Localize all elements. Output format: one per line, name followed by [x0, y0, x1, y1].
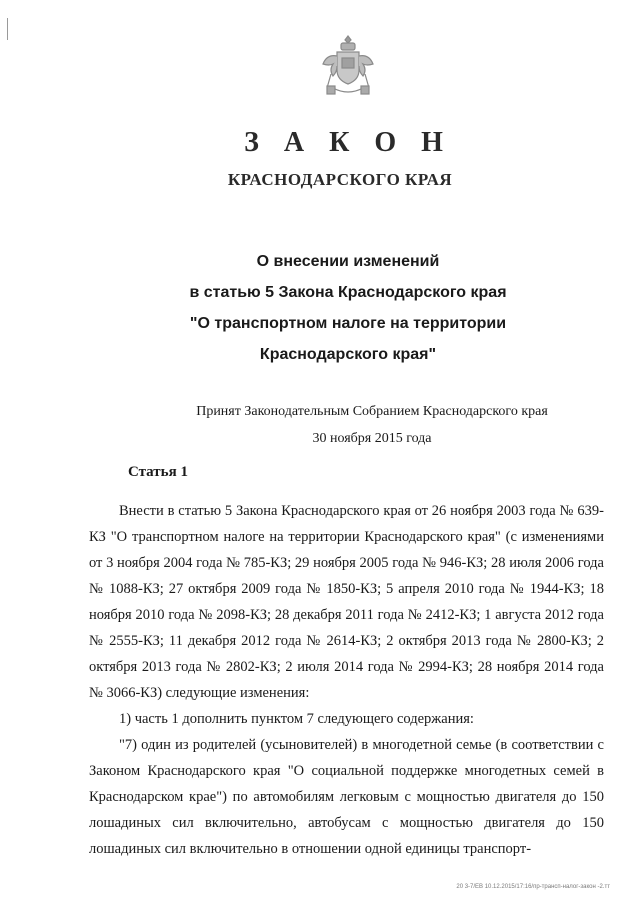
law-title-line: О внесении изменений — [256, 253, 440, 270]
law-title-line: "О транспортном налоге на территории — [189, 315, 507, 332]
coat-of-arms-icon — [319, 30, 377, 100]
adoption-block — [0, 398, 640, 452]
law-title — [0, 246, 640, 370]
scan-margin-line — [7, 18, 8, 40]
adopted-by-text: Принят Законодательным Собранием Краснодарского края — [196, 404, 548, 419]
article-body — [89, 498, 604, 862]
article-paragraph: "7) один из родителей (усыновителей) в многодетной семье (в соответствии с Законом Краснодарского края "О социальной поддержке многодетных семей в Краснодарском крае") по автомобилям легковым с мощностью двигателя до 150 лошадиных сил включительно, автобусам с мощностью двигателя до 150 лошадиных сил включительно в отношении одной единицы транспорт- — [89, 737, 604, 857]
issuing-region-subtitle: КРАСНОДАРСКОГО КРАЯ — [227, 170, 453, 189]
article-paragraph: 1) часть 1 дополнить пунктом 7 следующего содержания: — [119, 711, 474, 727]
file-footer-stamp: 20 3-7/ЕВ 10.12.2015/17:16/пр-трансп-налог-закон -2.тт — [456, 884, 610, 890]
law-title-line: Краснодарского края" — [259, 346, 437, 363]
document-type-title: З А К О Н — [244, 127, 452, 158]
adoption-date: 30 ноября 2015 года — [312, 431, 432, 446]
article-paragraph: Внести в статью 5 Закона Краснодарского края от 26 ноября 2003 года № 639-КЗ "О транспортном налоге на территории Краснодарского края" (с изменениями от 3 ноября 2004 года № 785-КЗ; 29 ноября 2005 года № 946-КЗ; 28 июля 2006 года № 1088-КЗ; 27 октября 2009 года № 1850-КЗ; 5 апреля 2010 года № 1944-КЗ; 18 ноября 2010 года № 2098-КЗ; 28 декабря 2011 года № 2412-КЗ; 1 августа 2012 года № 2555-КЗ; 11 декабря 2012 года № 2614-КЗ; 2 октября 2013 года № 2800-КЗ; 2 октября 2013 года № 2802-КЗ; 2 июля 2014 года № 2994-КЗ; 28 ноября 2014 года № 3066-КЗ) следующие изменения: — [89, 503, 604, 701]
law-title-line: в статью 5 Закона Краснодарского края — [189, 284, 507, 301]
article-heading: Статья 1 — [128, 464, 188, 480]
